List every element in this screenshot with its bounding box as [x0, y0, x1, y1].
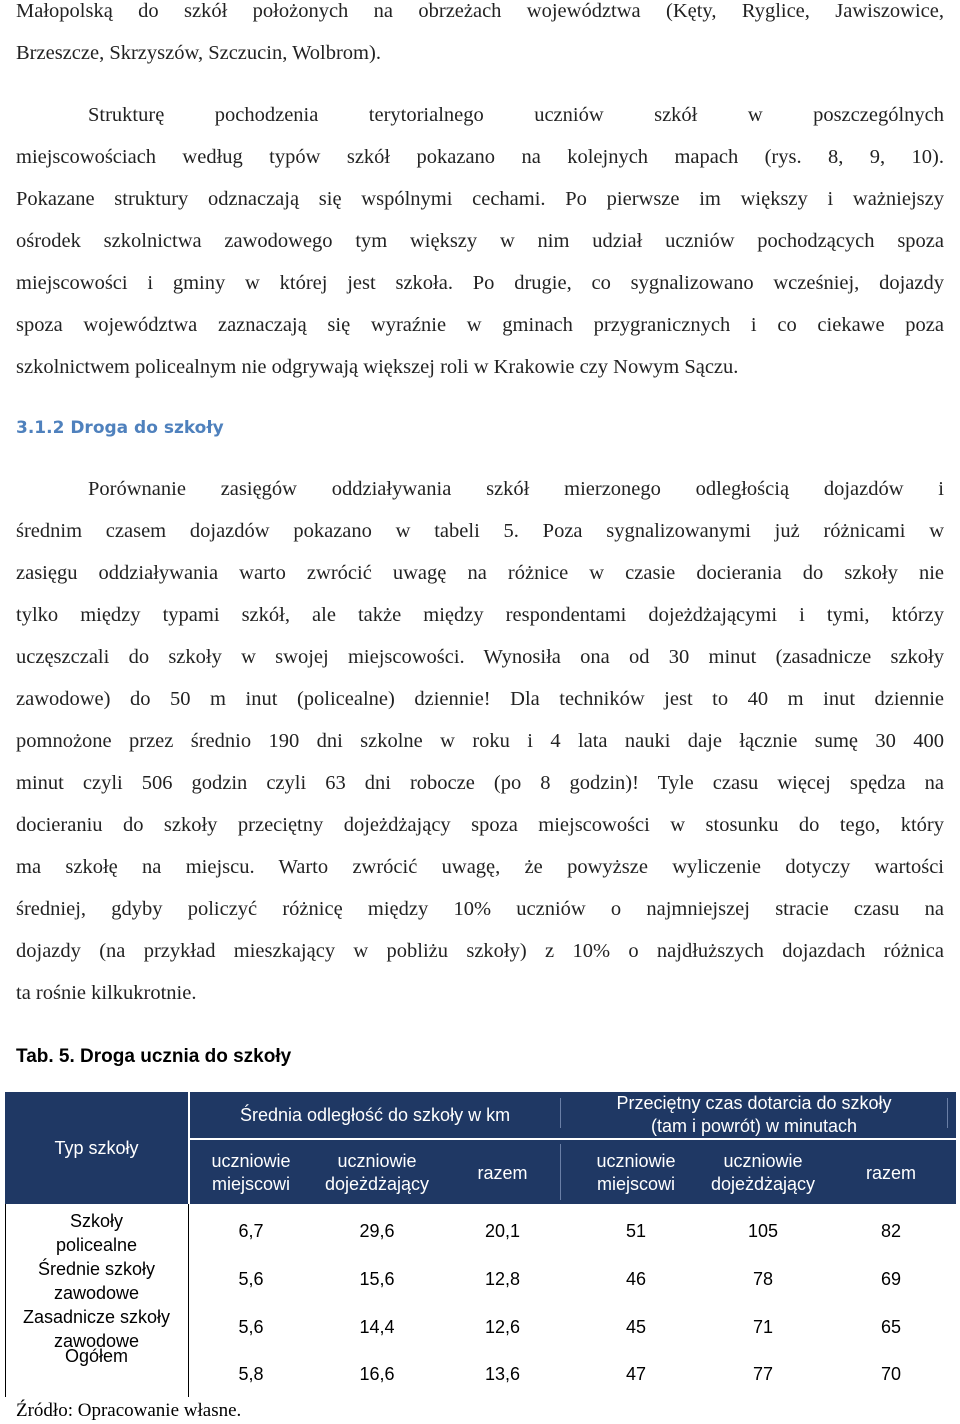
table-title: Tab. 5. Droga ucznia do szkoły [16, 1046, 292, 1067]
group-header-time-line: (tam i powrót) w minutach [650, 1116, 858, 1136]
text-line: uczęszczali do szkoły w swojej miejscowości. Wynosiła ona od 30 minut (zasadnicze szkoły [16, 646, 944, 668]
text-line: średnim czasem dojazdów pokazano w tabeli 5. Poza sygnalizowanymi już różnicami w [16, 520, 944, 542]
table-cell: 46 [625, 1269, 647, 1289]
subheader-local-distance [190, 1150, 312, 1196]
row-label-line: Ogółem [64, 1346, 129, 1366]
row-label [5, 1257, 188, 1305]
text-line: miejscowości i gminy w której jest szkoła. Po drugie, co sygnalizowano wcześniej, dojazdy [16, 272, 944, 294]
subheader-line: dojeżdżający [710, 1174, 816, 1194]
paragraph-structure [16, 94, 944, 388]
table-cell: 51 [625, 1221, 647, 1241]
text-line: tylko między typami szkół, ale także między respondentami dojeżdżającymi i tymi, którzy [16, 604, 944, 626]
table-cell: 29,6 [359, 1221, 395, 1241]
row-label-line: policealne [55, 1235, 138, 1255]
commute-table [5, 1092, 956, 1398]
text-line: zawodowe) do 50 m inut (policealne) dziennie! Dla techników jest to 40 m inut dziennie [16, 688, 944, 710]
text-line: ośrodek szkolnictwa zawodowego tym większy w nim udział uczniów pochodzących spoza [16, 230, 944, 252]
text-line: ma szkołę na miejscu. Warto zwrócić uwagę, że powyższe wyliczenie dotyczy wartości [16, 856, 944, 878]
table-source: Źródło: Opracowanie własne. [16, 1400, 242, 1421]
text-line: pomnożone przez średnio 190 dni szkolne w roku i 4 lata nauki daje łącznie sumę 30 400 [16, 730, 944, 752]
text-line: Porównanie zasięgów oddziaływania szkół mierzonego odległością dojazdów i [88, 478, 944, 500]
table-cell: 77 [752, 1364, 774, 1384]
table-cell: 69 [880, 1269, 902, 1289]
text-line: Brzeszcze, Skrzyszów, Szczucin, Wolbrom). [16, 42, 381, 64]
table-cell: 5,8 [238, 1364, 264, 1384]
paragraph-commute [16, 468, 944, 1014]
header-divider [560, 1144, 561, 1200]
table-cell: 20,1 [484, 1221, 521, 1241]
text-line: miejscowościach według typów szkół pokazano na kolejnych mapach (rys. 8, 9, 10). [16, 146, 944, 168]
table-cell: 5,6 [238, 1317, 264, 1337]
text-line: Małopolską do szkół położonych na obrzeżach województwa (Kęty, Ryglice, Jawiszowice, [16, 0, 944, 22]
row-label-line: Średnie szkoły [37, 1259, 156, 1279]
header-divider [947, 1098, 948, 1128]
group-header-time-line: Przeciętny czas dotarcia do szkoły [616, 1093, 892, 1113]
table-border [188, 1204, 189, 1397]
row-label-line: zawodowe [53, 1331, 140, 1351]
text-line: Strukturę pochodzenia terytorialnego uczniów szkół w poszczególnych [88, 104, 944, 126]
table-border [5, 1204, 6, 1397]
table-cell: 6,7 [238, 1221, 264, 1241]
text-line: dojazdy (na przykład mieszkający w pobliżu szkoły) z 10% o najdłuższych dojazdach różnica [16, 940, 944, 962]
subheader-local-time [571, 1150, 701, 1196]
row-label-line: Szkoły [69, 1211, 123, 1231]
text-line: docieraniu do szkoły przeciętny dojeżdżający spoza miejscowości w stosunku do tego, który [16, 814, 944, 836]
group-header-distance: Średnia odległość do szkoły w km [239, 1105, 511, 1125]
subheader-commute-time [698, 1150, 828, 1196]
group-header-time [561, 1092, 947, 1138]
subheader-line: uczniowie [211, 1151, 291, 1171]
table-cell: 5,6 [238, 1269, 264, 1289]
section-heading: 3.1.2 Droga do szkoły [16, 418, 224, 438]
text-line: ta rośnie kilkukrotnie. [16, 982, 197, 1004]
row-label-line: zawodowe [53, 1283, 140, 1303]
table-cell: 71 [752, 1317, 774, 1337]
text-line: zasięgu oddziaływania warto zwrócić uwagę na różnice w czasie docierania do szkoły nie [16, 562, 944, 584]
table-cell: 78 [752, 1269, 774, 1289]
text-line: spoza województwa zaznaczają się wyraźnie w gminach przygranicznych i co ciekawe poza [16, 314, 944, 336]
subheader-line: uczniowie [337, 1151, 417, 1171]
table-cell: 15,6 [359, 1269, 395, 1289]
text-line: minut czyli 506 godzin czyli 63 dni robocze (po 8 godzin)! Tyle czasu więcej spędza na [16, 772, 944, 794]
text-line: szkolnictwem policealnym nie odgrywają większej roli w Krakowie czy Nowym Sączu. [16, 356, 739, 378]
subheader-line: dojeżdżający [324, 1174, 430, 1194]
subheader-total-time: razem [865, 1163, 916, 1183]
row-label [5, 1344, 188, 1368]
subheader-line: miejscowi [596, 1174, 675, 1194]
text-line: Pokazane struktury odznaczają się wspólnymi cechami. Po pierwsze im większy i ważniejszy [16, 188, 944, 210]
table-cell: 14,4 [359, 1317, 395, 1337]
header-divider [188, 1138, 956, 1140]
col-header-type: Typ szkoły [54, 1138, 139, 1158]
table-cell: 70 [880, 1364, 902, 1384]
table-cell: 45 [625, 1317, 647, 1337]
table-cell: 47 [625, 1364, 647, 1384]
table-cell: 13,6 [484, 1364, 521, 1384]
table-cell: 12,8 [484, 1269, 521, 1289]
row-label [5, 1209, 188, 1257]
table-cell: 105 [747, 1221, 779, 1241]
subheader-total-distance: razem [477, 1163, 528, 1183]
table-cell: 82 [880, 1221, 902, 1241]
row-label-line: Zasadnicze szkoły [22, 1307, 171, 1327]
subheader-line: miejscowi [211, 1174, 290, 1194]
subheader-line: uczniowie [596, 1151, 676, 1171]
table-cell: 12,6 [484, 1317, 521, 1337]
table-cell: 65 [880, 1317, 902, 1337]
paragraph-continuation [16, 0, 944, 74]
table-cell: 16,6 [359, 1364, 395, 1384]
subheader-commute-distance [312, 1150, 442, 1196]
subheader-line: uczniowie [723, 1151, 803, 1171]
text-line: średniej, gdyby policzyć różnicę między 10% uczniów o najmniejszej stracie czasu na [16, 898, 944, 920]
